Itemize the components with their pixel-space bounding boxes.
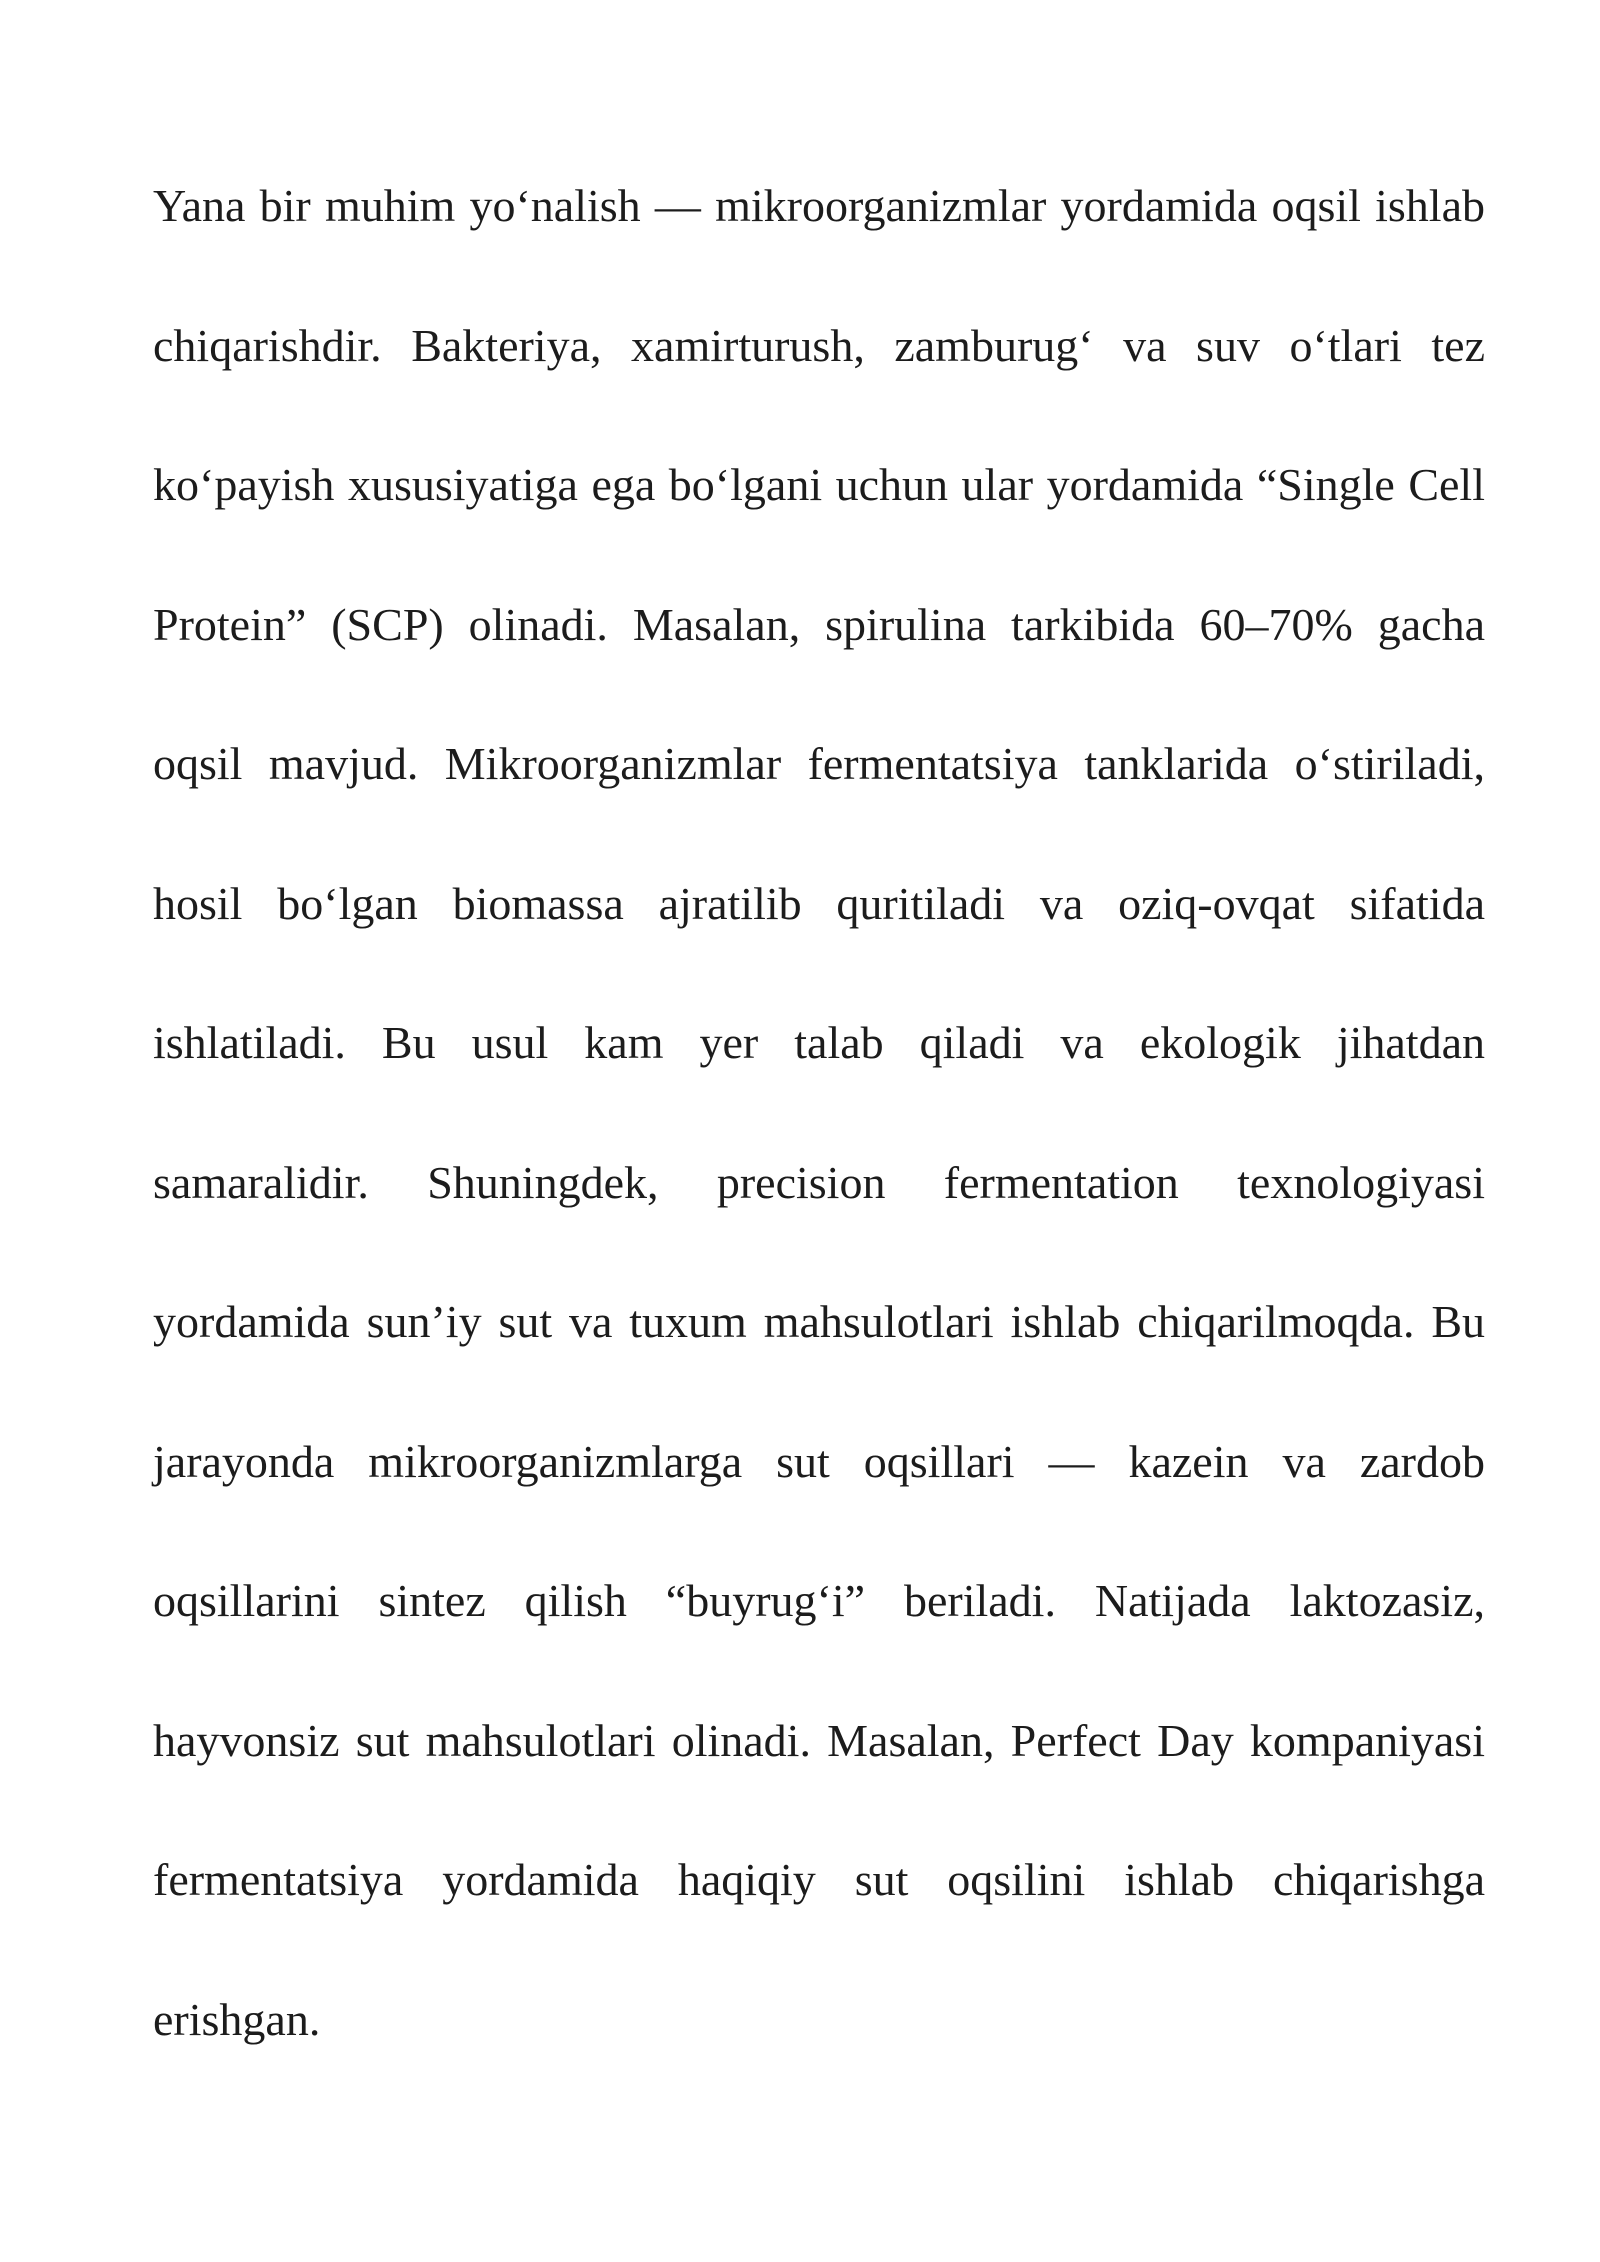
body-paragraph: Yana bir muhim yo‘nalish — mikroorganizmlar yordamida oqsil ishlab chiqarishdir. Bakteriya, xamirturush, zamburug‘ va suv o‘tlari tez ko‘payish xususiyatiga ega bo‘lgani uchun ular yordamida “Single Cell Protein” (SCP) olinadi. Masalan, spirulina tarkibida 60–70% gacha oqsil mavjud. Mikroorganizmlar fermentatsiya tanklarida o‘stiriladi, hosil bo‘lgan biomassa ajratilib quritiladi va oziq-ovqat sifatida ishlatiladi. Bu usul kam yer talab qiladi va ekologik jihatdan samaralidir. Shuningdek, precision fermentation texnologiyasi yordamida sun’iy sut va tuxum mahsulotlari ishlab chiqarilmoqda. Bu jarayonda mikroorganizmlarga sut oqsillari — kazein va zardob oqsillarini sintez qilish “buyrug‘i” beriladi. Natijada laktozasiz, hayvonsiz sut mahsulotlari olinadi. Masalan, Perfect Day kompaniyasi fermentatsiya yordamida haqiqiy sut oqsilini ishlab chiqarishga erishgan. — [153, 180, 1485, 2045]
